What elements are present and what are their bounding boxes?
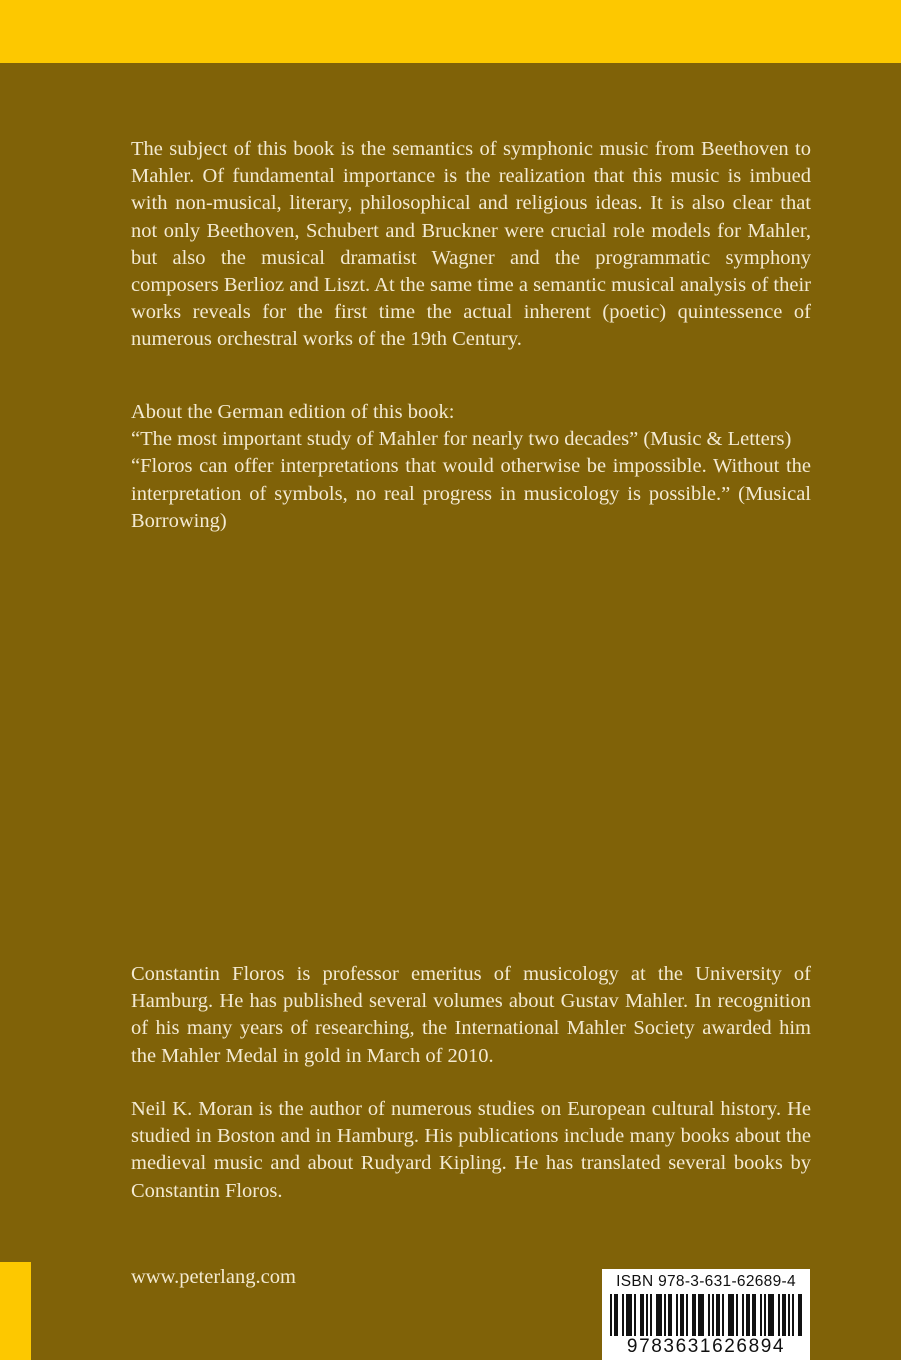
barcode-bar bbox=[748, 1294, 750, 1338]
publisher-url[interactable]: www.peterlang.com bbox=[131, 1266, 296, 1288]
barcode-bar bbox=[692, 1294, 694, 1338]
barcode-bar bbox=[752, 1294, 754, 1338]
barcode-bar bbox=[742, 1294, 744, 1338]
barcode-bar bbox=[736, 1294, 738, 1338]
barcode-bar bbox=[702, 1294, 704, 1338]
barcode-bar bbox=[656, 1294, 658, 1338]
translator-bio-moran bbox=[131, 1096, 811, 1205]
barcode-bar bbox=[712, 1294, 714, 1338]
barcode-bar bbox=[722, 1294, 724, 1338]
barcode-bar bbox=[730, 1294, 732, 1338]
barcode-bar bbox=[764, 1294, 766, 1338]
barcode-bar bbox=[746, 1294, 748, 1338]
barcode-bar bbox=[768, 1294, 770, 1338]
barcode-bar bbox=[650, 1294, 652, 1338]
review-quote: “The most important study of Mahler for nearly two decades” (Music & Letters) bbox=[131, 428, 792, 451]
barcode-bar bbox=[784, 1294, 786, 1338]
barcode-bar bbox=[610, 1294, 612, 1338]
book-description bbox=[131, 136, 811, 354]
barcode-bar bbox=[628, 1294, 630, 1338]
barcode-bar bbox=[670, 1294, 672, 1338]
barcode-bar bbox=[698, 1294, 700, 1338]
barcode-bar bbox=[676, 1294, 678, 1338]
barcode-bar bbox=[718, 1294, 720, 1338]
author-bio-text: Constantin Floros is professor emeritus of musicology at the University of Hamburg. He has published several volumes about Gustav Mahler. In recognition of his many years of researching, the International Mahler Society awarded him the Mahler Medal in gold in March of 2010. bbox=[131, 963, 811, 1067]
barcode-bar bbox=[646, 1294, 648, 1338]
isbn-barcode bbox=[602, 1269, 810, 1360]
barcode-bar bbox=[668, 1294, 670, 1338]
author-bio-floros bbox=[131, 961, 811, 1070]
barcode-bar bbox=[732, 1294, 734, 1338]
barcode-bar bbox=[788, 1294, 790, 1338]
barcode-bar bbox=[614, 1294, 616, 1338]
barcode-bar bbox=[728, 1294, 730, 1338]
barcode-bar bbox=[682, 1294, 684, 1338]
barcode-bar bbox=[630, 1294, 632, 1338]
barcode-bar bbox=[716, 1294, 718, 1338]
barcode-bar bbox=[798, 1294, 800, 1338]
barcode-bar bbox=[658, 1294, 660, 1338]
review-quote: “Floros can offer interpretations that would otherwise be impossible. Without the interpretation of symbols, no real progress in musicology is possible.” (Musical Borrowing) bbox=[131, 455, 811, 532]
description-paragraph: The subject of this book is the semantics of symphonic music from Beethoven to Mahler. Of fundamental importance is the realization that this music is imbued with non-musical, literary, philosophical and religious ideas. It is also clear that not only Beethoven, Schubert and Bruckner were crucial role models for Mahler, but also the musical dramatist Wagner and the programmatic symphony composers Berlioz and Liszt. At the same time a semantic musical analysis of their works reveals for the first time the actual inherent (poetic) quintessence of numerous orchestral works of the 19th Century. bbox=[131, 138, 811, 351]
barcode-bar bbox=[680, 1294, 682, 1338]
barcode-bar bbox=[686, 1294, 688, 1338]
barcode-bar bbox=[642, 1294, 644, 1338]
barcode-bar bbox=[800, 1294, 802, 1338]
barcode-bar bbox=[616, 1294, 618, 1338]
barcode-bar bbox=[760, 1294, 762, 1338]
barcode-bar bbox=[792, 1294, 794, 1338]
barcode-bar bbox=[660, 1294, 662, 1338]
reviews-intro: About the German edition of this book: bbox=[131, 401, 455, 423]
translator-bio-text: Neil K. Moran is the author of numerous studies on European cultural history. He studied in Boston and in Hamburg. His publications include many books about the medieval music and about Rudyard Kipling. He has translated several books by Constantin Floros. bbox=[131, 1098, 811, 1202]
reviews-section bbox=[131, 399, 811, 535]
barcode-bar bbox=[754, 1294, 756, 1338]
barcode-bar bbox=[778, 1294, 780, 1338]
barcode-bar bbox=[694, 1294, 696, 1338]
barcode-bar bbox=[700, 1294, 702, 1338]
bottom-left-color-strip bbox=[0, 1262, 31, 1360]
barcode-digits: 9783631626894 bbox=[602, 1336, 810, 1358]
barcode-bar bbox=[640, 1294, 642, 1338]
barcode-bar bbox=[782, 1294, 784, 1338]
top-color-band bbox=[0, 0, 901, 63]
isbn-label: ISBN 978-3-631-62689-4 bbox=[616, 1273, 796, 1290]
barcode-bar bbox=[626, 1294, 628, 1338]
barcode-bar bbox=[664, 1294, 666, 1338]
barcode-bar bbox=[770, 1294, 772, 1338]
barcode-bar bbox=[622, 1294, 624, 1338]
barcode-bar bbox=[634, 1294, 636, 1338]
barcode-bar bbox=[708, 1294, 710, 1338]
barcode-bar bbox=[772, 1294, 774, 1338]
